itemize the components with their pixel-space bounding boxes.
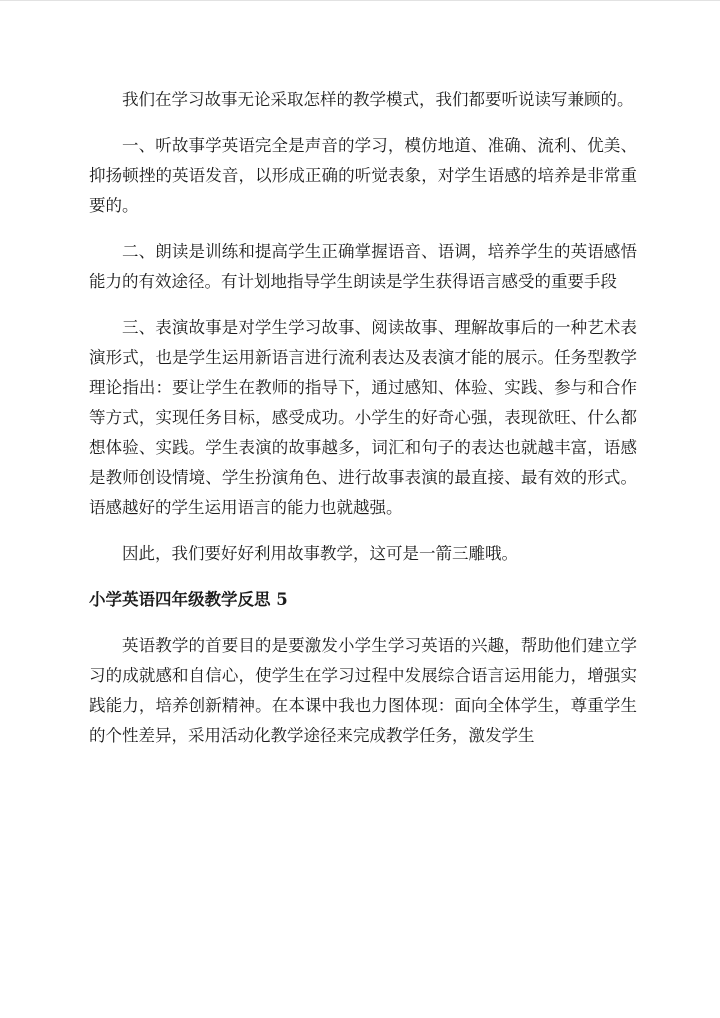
paragraph-intro: 我们在学习故事无论采取怎样的教学模式，我们都要听说读写兼顾的。 [122, 90, 634, 109]
section-heading: 小学英语四年级教学反思 5 [89, 590, 288, 609]
paragraph-point-one: 一、听故事学英语完全是声音的学习，模仿地道、准确、流利、优美、抑扬顿挫的英语发音，以形成正确的听觉表象，对学生语感的培养是非常重要的。 [89, 136, 637, 215]
paragraph-conclusion: 因此，我们要好好利用故事教学，这可是一箭三雕哦。 [122, 544, 518, 563]
paragraph-point-three: 三、表演故事是对学生学习故事、阅读故事、理解故事后的一种艺术表演形式，也是学生运用新语言进行流利表达及表演才能的展示。任务型教学理论指出：要让学生在教师的指导下，通过感知、体验、实践、参与和合作等方式，实现任务目标，感受成功。小学生的好奇心强，表现欲旺、什么都想体验、实践。学生表演的故事越多，词汇和句子的表达也就越丰富，语感是教师创设情境、学生扮演角色、进行故事表演的最直接、最有效的形式。语感越好的学生运用语言的能力也就越强。 [89, 318, 637, 517]
paragraph-section-body: 英语教学的首要目的是要激发小学生学习英语的兴趣，帮助他们建立学习的成就感和自信心，使学生在学习过程中发展综合语言运用能力，增强实践能力，培养创新精神。在本课中我也力图体现：面向全体学生，尊重学生的个性差异，采用活动化教学途径来完成教学任务，激发学生 [89, 636, 637, 745]
paragraph-point-two: 二、朗读是训练和提高学生正确掌握语音、语调，培养学生的英语感悟能力的有效途径。有计划地指导学生朗读是学生获得语言感受的重要手段 [89, 242, 637, 291]
document-body [89, 85, 637, 767]
